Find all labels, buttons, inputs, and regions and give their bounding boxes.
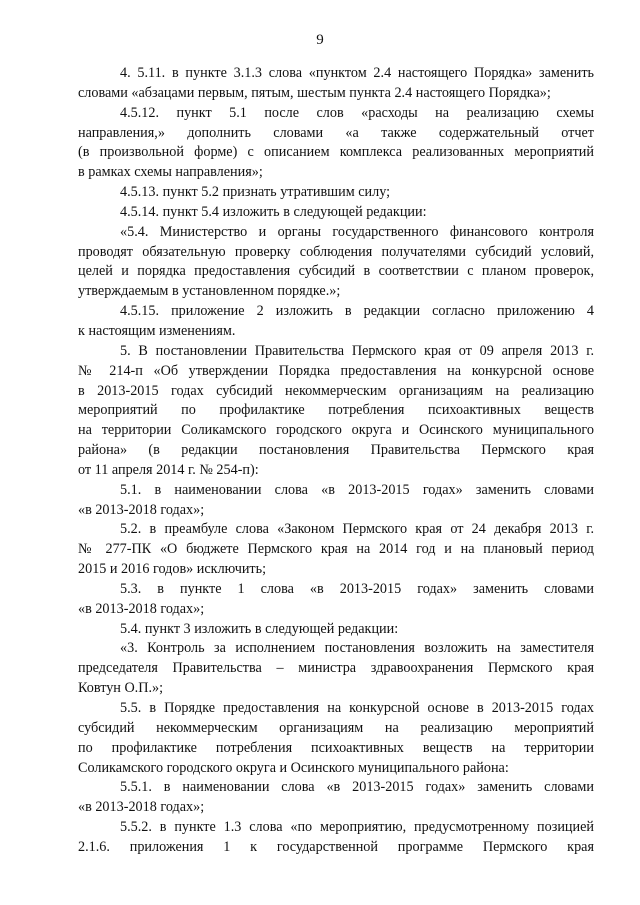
- text-line: 5.5.1. в наименовании слова «в 2013-2015 годах» заменить словами: [120, 779, 594, 796]
- text-line: 5.5.2. в пункте 1.3 слова «по мероприятию, предусмотренному позицией: [120, 819, 594, 836]
- text-line: «3. Контроль за исполнением постановления возложить на заместителя: [120, 640, 594, 657]
- text-line: на территории Соликамского городского округа и Осинского муниципального: [78, 422, 594, 439]
- text-line: председателя Правительства – министра здравоохранения Пермского края: [78, 660, 594, 677]
- text-line: «5.4. Министерство и органы государственного финансового контроля: [120, 223, 594, 240]
- text-line: направления,» дополнить словами «а также содержательный отчет: [78, 124, 594, 141]
- text-line: от 11 апреля 2014 г. № 254-п):: [78, 461, 259, 478]
- text-line: 5.5. в Порядке предоставления на конкурсной основе в 2013-2015 годах: [120, 700, 594, 716]
- text-line: 4.5.12. пункт 5.1 после слов «расходы на реализацию схемы: [120, 104, 594, 121]
- text-line: 5.1. в наименовании слова «в 2013-2015 годах» заменить словами: [120, 481, 594, 498]
- text-line: 2015 и 2016 годов» исключить;: [78, 561, 267, 578]
- text-line: утверждаемым в установленном порядке.»;: [78, 283, 341, 300]
- text-line: по профилактике потребления психоактивных веществ на территории: [78, 739, 594, 756]
- text-line: (в произвольной форме) с описанием комплекса реализованных мероприятий: [78, 144, 594, 161]
- text-line: 2.1.6. приложения 1 к государственной программе Пермского края: [78, 838, 594, 855]
- text-line: 5.4. пункт 3 изложить в следующей редакции:: [120, 620, 399, 637]
- text-line: района» (в редакции постановления Правительства Пермского края: [78, 442, 594, 459]
- text-line: в рамках схемы направления»;: [78, 164, 263, 181]
- document-body: [78, 64, 594, 858]
- text-line: Соликамского городского округа и Осинского муниципального района:: [78, 759, 509, 776]
- text-line: целей и порядка предоставления субсидий в соответствии с планом проверок,: [78, 263, 594, 280]
- text-line: 5.3. в пункте 1 слова «в 2013-2015 годах» заменить словами: [120, 580, 594, 597]
- text-line: «в 2013-2018 годах»;: [78, 600, 205, 617]
- text-line: к настоящим изменениям.: [78, 322, 236, 339]
- text-line: Ковтун О.П.»;: [78, 680, 164, 697]
- text-line: № 277-ПК «О бюджете Пермского края на 2014 год и на плановый период: [78, 541, 594, 558]
- text-line: в 2013-2015 годах субсидий некоммерческим организациям на реализацию: [78, 382, 594, 399]
- text-line: 5.2. в преамбуле слова «Законом Пермского края от 24 декабря 2013 г.: [120, 521, 594, 538]
- text-line: 4.5.14. пункт 5.4 изложить в следующей редакции:: [120, 203, 427, 220]
- text-line: мероприятий по профилактике потребления психоактивных веществ: [78, 402, 594, 419]
- text-line: № 214-п «Об утверждении Порядка предоставления на конкурсной основе: [78, 362, 594, 379]
- text-line: 5. В постановлении Правительства Пермского края от 09 апреля 2013 г.: [120, 342, 594, 359]
- text-line: 4.5.13. пункт 5.2 признать утратившим силу;: [120, 184, 391, 201]
- text-line: 4.5.15. приложение 2 изложить в редакции согласно приложению 4: [120, 303, 594, 320]
- text-line: субсидий некоммерческим организациям на реализацию мероприятий: [78, 719, 594, 736]
- text-line: словами «абзацами первым, пятым, шестым пункта 2.4 настоящего Порядка»;: [78, 84, 551, 101]
- text-line: 4. 5.11. в пункте 3.1.3 слова «пунктом 2.4 настоящего Порядка» заменить: [120, 65, 594, 81]
- page-number: 9: [316, 32, 324, 48]
- text-line: проводят обязательную проверку соблюдения получателями субсидий условий,: [78, 243, 594, 260]
- text-line: «в 2013-2018 годах»;: [78, 799, 205, 816]
- text-line: «в 2013-2018 годах»;: [78, 501, 205, 518]
